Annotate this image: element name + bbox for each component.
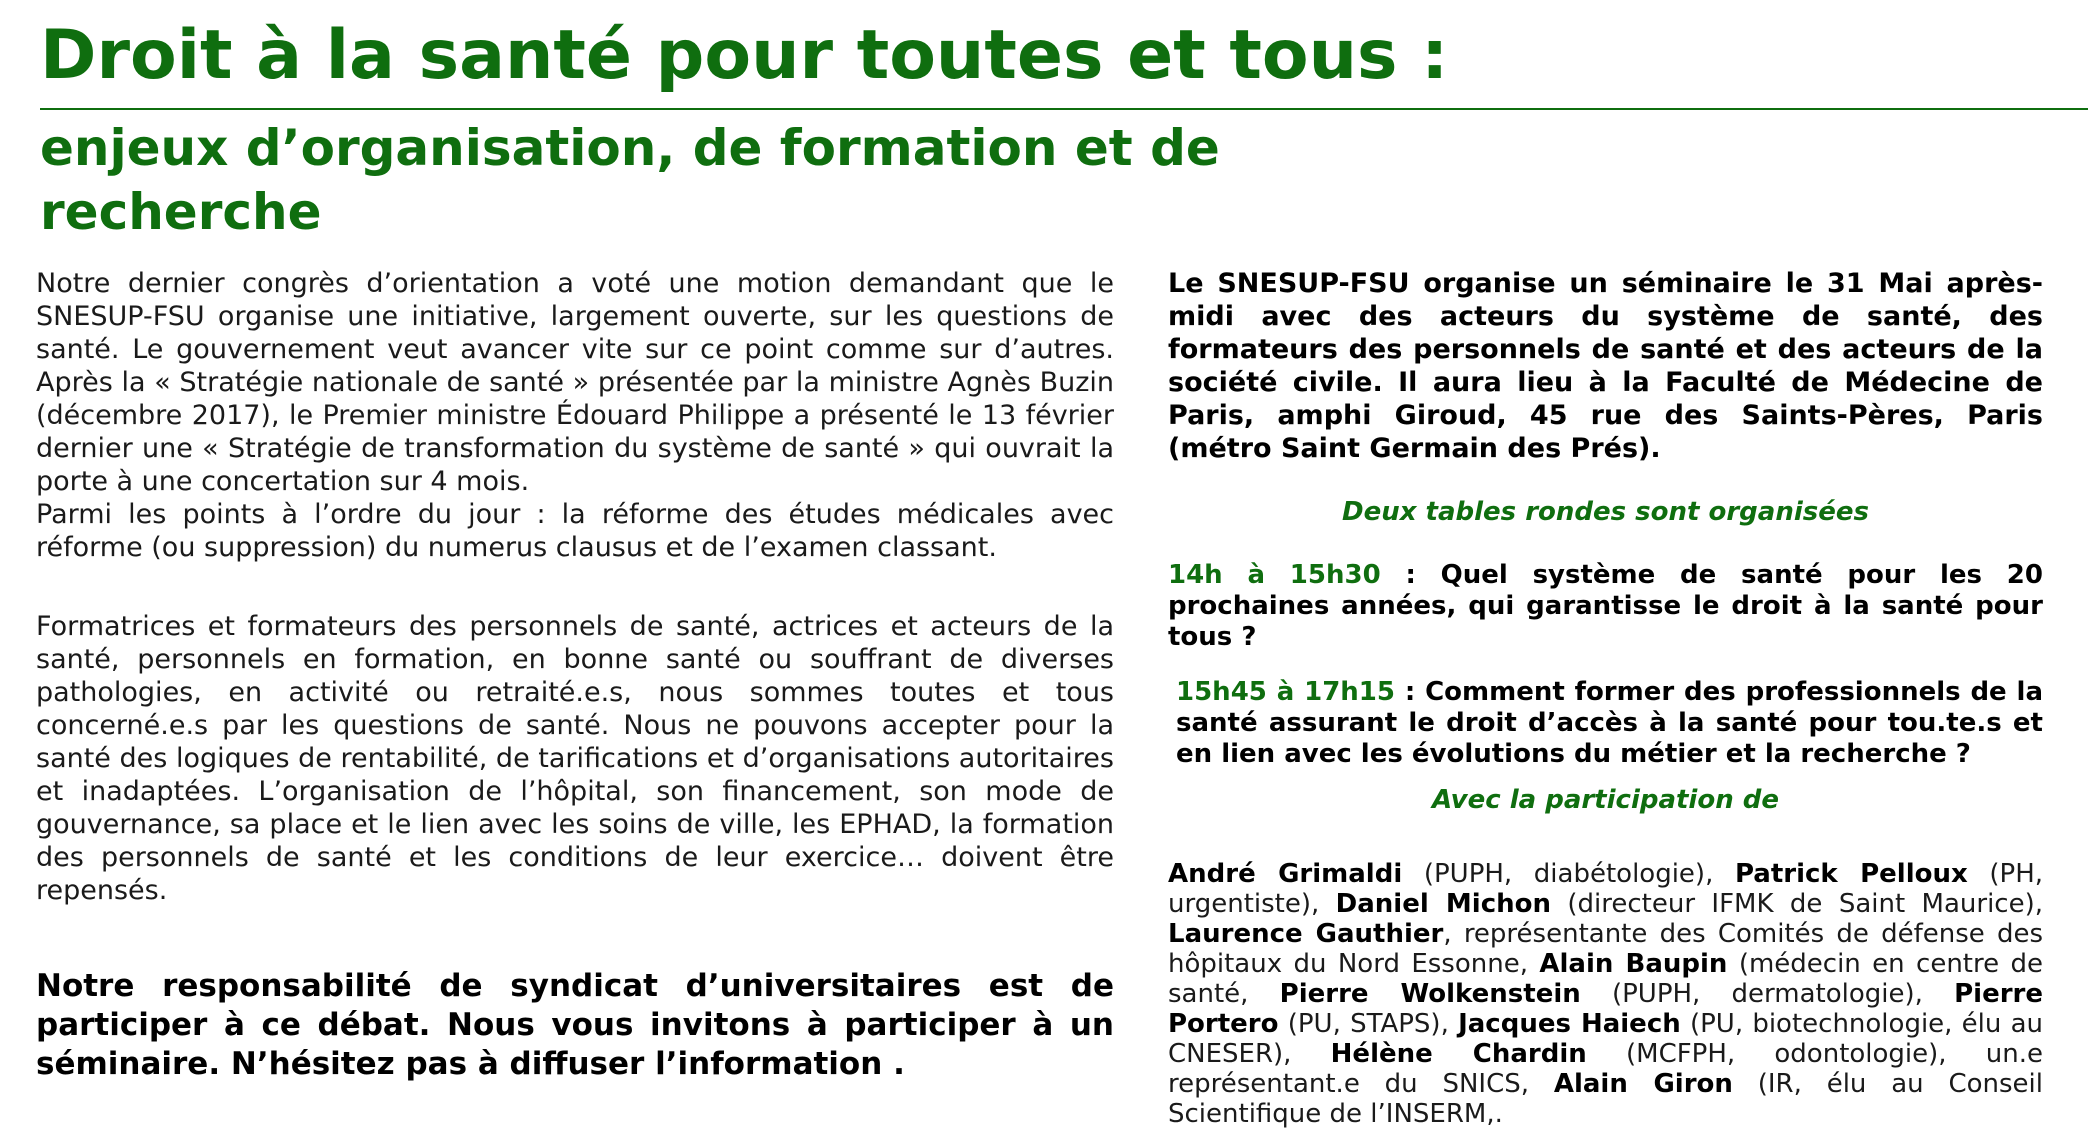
participant-name: Patrick Pelloux <box>1734 859 1968 889</box>
agenda-paragraph: Parmi les points à l’ordre du jour : la réforme des études médicales avec réforme (ou suppression) du numerus clausus et de l’examen classant. <box>36 499 1114 563</box>
participant-role: (MCFPH, odontologie), un.e représentant.e du SNICS, <box>1168 1039 2043 1099</box>
participant-name: Alain Giron <box>1553 1069 1733 1099</box>
page-subtitle: enjeux d’organisation, de formation et de recherche <box>40 119 1220 241</box>
participant-name: Pierre Wolkenstein <box>1279 979 1581 1009</box>
title-divider <box>40 108 2088 110</box>
participant-role: (PU, biotechnologie, élu au CNESER), <box>1168 1009 2044 1069</box>
page-title: Droit à la santé pour toutes et tous : <box>40 16 1449 95</box>
participation-heading: Avec la participation de <box>1431 785 1780 815</box>
participant-role: (PU, STAPS), <box>1278 1009 1459 1039</box>
participant-role: (médecin en centre de santé, <box>1168 949 2043 1009</box>
round-table-2-topic: : Comment former des professionnels de la santé assurant le droit d’accès à la santé pour tou.te.s et en lien avec les évolutions du métier et la recherche ? <box>1176 677 2043 769</box>
participant-role: (PUPH, diabétologie), <box>1402 859 1735 889</box>
motion-paragraph: Notre dernier congrès d’orientation a voté une motion demandant que le SNESUP-FSU organise une initiative, largement ouverte, sur les questions de santé. Le gouvernement veut avancer vite sur ce point comme sur d’autres. Après la « Stratégie nationale de santé » présentée par la ministre Agnès Buzin (décembre 2017), le Premier ministre Édouard Philippe a présenté le 13 février dernier une « Stratégie de transformation du système de santé » qui ouvrait la porte à une concertation sur 4 mois. <box>36 268 1114 497</box>
left-column <box>36 267 1114 1084</box>
participant-role: (directeur IFMK de Saint Maurice), <box>1551 889 2043 919</box>
participant-name: Jacques Haiech <box>1458 1009 1681 1039</box>
round-table-2-time: 15h45 à 17h15 <box>1176 677 1395 707</box>
participant-name: André Grimaldi <box>1168 859 1403 889</box>
call-to-action: Notre responsabilité de syndicat d’universitaires est de participer à ce débat. Nous vous invitons à participer à un séminaire. N’hésitez pas à diffuser l’information . <box>36 968 1114 1082</box>
right-column <box>1168 267 2043 1129</box>
round-table-1-time: 14h à 15h30 <box>1168 560 1381 590</box>
participants-list <box>1168 859 2043 1129</box>
participant-role: (PH, urgentiste), <box>1168 859 2044 919</box>
participant-name: Hélène Chardin <box>1330 1039 1587 1069</box>
participant-role: (IR, élu au Conseil Scientifique de l’INSERM,. <box>1168 1069 2044 1129</box>
participant-role: (PUPH, dermatologie), <box>1580 979 1955 1009</box>
seminar-intro: Le SNESUP-FSU organise un séminaire le 31 Mai après-midi avec des acteurs du système de santé, des formateurs des personnels de santé et des acteurs de la société civile. Il aura lieu à la Faculté de Médecine de Paris, amphi Giroud, 45 rue des Saints-Pères, Paris (métro Saint Germain des Prés). <box>1168 268 2043 464</box>
concern-paragraph: Formatrices et formateurs des personnels de santé, actrices et acteurs de la santé, personnels en formation, en bonne santé ou souffrant de diverses pathologies, en activité ou retraité.e.s, nous sommes toutes et tous concerné.e.s par les questions de santé. Nous ne pouvons accepter pour la santé des logiques de rentabilité, de tarifications et d’organisations autoritaires et inadaptées. L’organisation de l’hôpital, son financement, son mode de gouvernance, sa place et le lien avec les soins de ville, les EPHAD, la formation des personnels de santé et les conditions de leur exercice… doivent être repensés. <box>36 611 1114 906</box>
round-table-2 <box>1168 677 2043 770</box>
round-table-1 <box>1168 560 2043 653</box>
round-table-1-topic: : Quel système de santé pour les 20 prochaines années, qui garantisse le droit à la santé pour tous ? <box>1168 560 2043 652</box>
participant-name: Alain Baupin <box>1539 949 1728 979</box>
participant-name: Laurence Gauthier <box>1168 919 1444 949</box>
round-tables-heading: Deux tables rondes sont organisées <box>1342 497 1869 527</box>
participant-role: , représentante des Comités de défense des hôpitaux du Nord Essonne, <box>1168 919 2044 979</box>
participant-name: Daniel Michon <box>1335 889 1552 919</box>
participant-name: Pierre Portero <box>1168 979 2043 1039</box>
